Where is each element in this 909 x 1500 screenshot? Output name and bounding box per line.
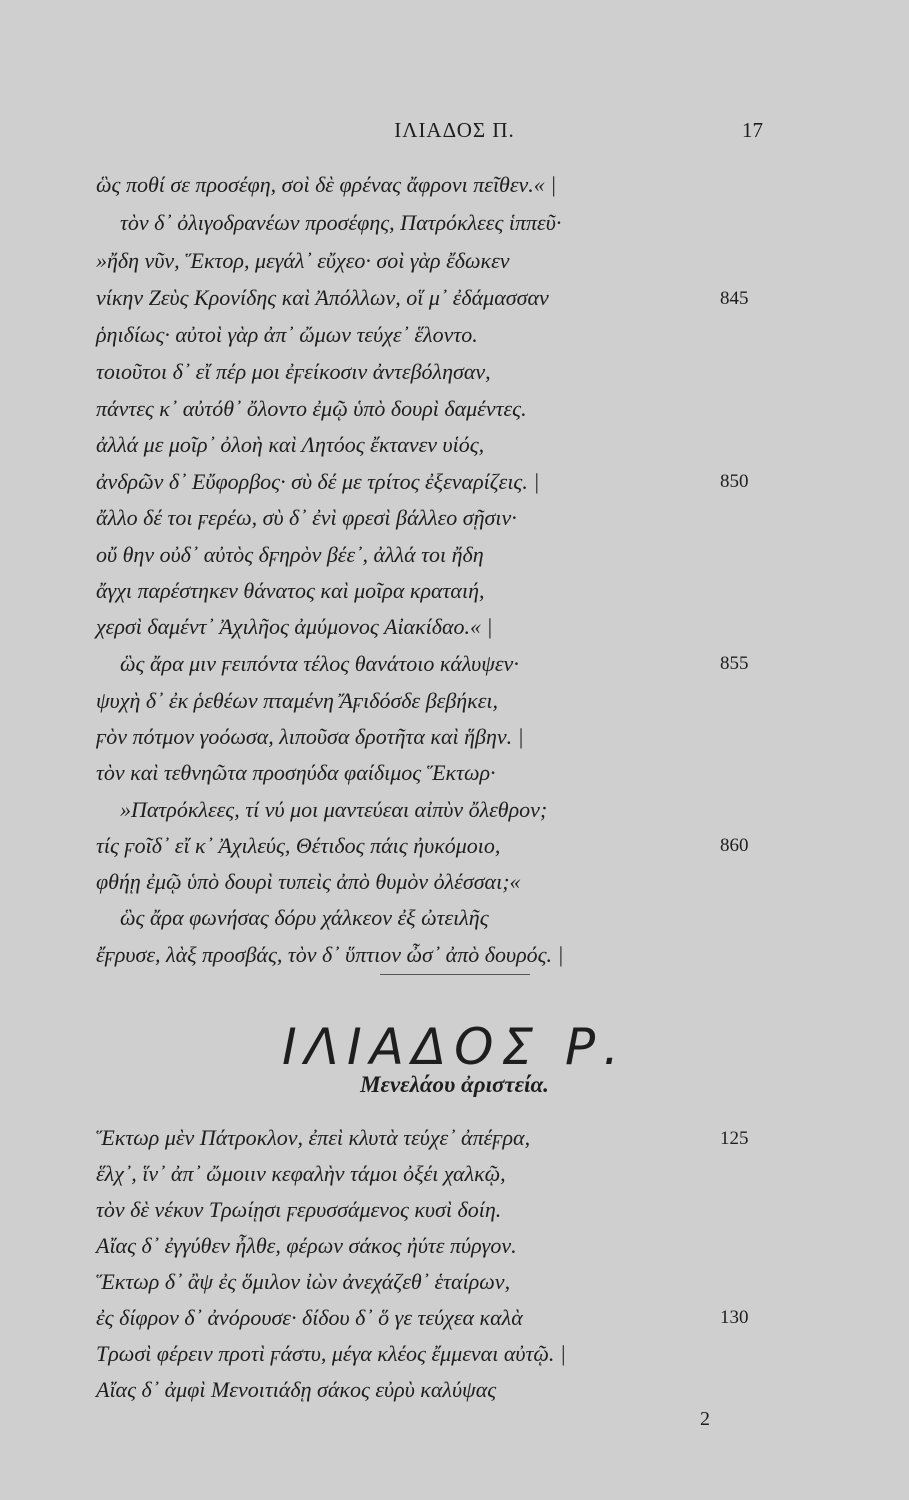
book-subtitle: Μενελάου ἀριστεία.: [360, 1072, 549, 1097]
verse-line: ἄγχι παρέστηκεν θάνατος καὶ μοῖρα κραταιή,: [96, 578, 485, 603]
verse-line: ἀνδρῶν δ᾽ Εὔφορβος· σὺ δέ με τρίτος ἐξεναρίζεις. |: [96, 469, 540, 494]
verse-line: ὣς ἄρα μιν ϝειπόντα τέλος θανάτοιο κάλυψεν·: [120, 651, 519, 676]
verse-line: τίς ϝοῖδ᾽ εἴ κ᾽ Ἀχιλεύς, Θέτιδος πάις ἠυκόμοιο,: [96, 833, 501, 858]
verse-line: φθήῃ ἐμῷ ὑπὸ δουρὶ τυπεὶς ἀπὸ θυμὸν ὀλέσσαι;«: [96, 869, 521, 894]
verse-line: οὔ θην οὐδ᾽ αὐτὸς δϝηρὸν βέε᾽, ἀλλά τοι ἤδη: [96, 542, 484, 567]
verse-line: Αἴας δ᾽ ἀμφὶ Μενοιτιάδῃ σάκος εὐρὺ καλύψας: [96, 1377, 497, 1402]
line-number: 130: [720, 1307, 749, 1328]
verse-line: τὸν δὲ νέκυν Τρωίῃσι ϝερυσσάμενος κυσὶ δοίη.: [96, 1197, 502, 1222]
verse-line: Τρωσὶ φέρειν προτὶ ϝάστυ, μέγα κλέος ἔμμεναι αὐτῷ. |: [96, 1341, 566, 1366]
running-title: ΙΛΙΑΔΟΣ Π.: [394, 118, 515, 142]
verse-line: ἔϝρυσε, λὰξ προσβάς, τὸν δ᾽ ὕπτιον ὦσ᾽ ἀπὸ δουρός. |: [96, 942, 564, 967]
verse-line: πάντες κ᾽ αὐτόθ᾽ ὄλοντο ἐμῷ ὑπὸ δουρὶ δαμέντες.: [96, 396, 527, 421]
line-number: 850: [720, 471, 749, 492]
verse-line: ὣς ποθί σε προσέφη, σοὶ δὲ φρένας ἄφρονι πεῖθεν.« |: [96, 172, 557, 197]
verse-line: »ἤδη νῦν, Ἕκτορ, μεγάλ᾽ εὔχεο· σοὶ γὰρ ἔδωκεν: [96, 248, 510, 273]
verse-line: τὸν δ᾽ ὀλιγοδρανέων προσέφης, Πατρόκλεες ἱππεῦ·: [120, 210, 562, 235]
verse-line: ἄλλο δέ τοι ϝερέω, σὺ δ᾽ ἐνὶ φρεσὶ βάλλεο σῇσιν·: [96, 505, 517, 530]
verse-line: ψυχὴ δ᾽ ἐκ ῥεθέων πταμένη Ἄϝιδόσδε βεβήκει,: [96, 688, 499, 713]
verse-line: Ἕκτωρ δ᾽ ἂψ ἐς ὅμιλον ἰὼν ἀνεχάζεθ᾽ ἑταίρων,: [96, 1269, 511, 1294]
verse-line: τὸν καὶ τεθνηῶτα προσηύδα φαίδιμος Ἕκτωρ·: [96, 760, 496, 785]
signature-mark: 2: [700, 1408, 710, 1430]
verse-line: τοιοῦτοι δ᾽ εἴ πέρ μοι ἐϝείκοσιν ἀντεβόλησαν,: [96, 359, 491, 384]
verse-line: χερσὶ δαμέντ᾽ Ἀχιλῆος ἀμύμονος Αἰακίδαο.« |: [96, 614, 493, 639]
book-title: ΙΛΙΑΔΟΣ Ρ.: [282, 1018, 627, 1076]
verse-line: ἐς δίφρον δ᾽ ἀνόρουσε· δίδου δ᾽ ὅ γε τεύχεα καλὰ: [96, 1305, 523, 1330]
verse-line: Ἕκτωρ μὲν Πάτροκλον, ἐπεὶ κλυτὰ τεύχε᾽ ἀπέϝρα,: [96, 1125, 531, 1150]
verse-line: Αἴας δ᾽ ἐγγύθεν ἦλθε, φέρων σάκος ἠύτε πύργον.: [96, 1233, 517, 1258]
line-number: 845: [720, 288, 749, 309]
verse-line: νίκην Ζεὺς Κρονίδης καὶ Ἀπόλλων, οἵ μ᾽ ἐδάμασσαν: [96, 285, 549, 310]
verse-line: ὣς ἄρα φωνήσας δόρυ χάλκεον ἐξ ὠτειλῆς: [120, 905, 489, 930]
page-number: 17: [742, 118, 763, 142]
line-number: 860: [720, 835, 749, 856]
verse-line: »Πατρόκλεες, τί νύ μοι μαντεύεαι αἰπὺν ὄλεθρον;: [120, 797, 548, 822]
line-number: 125: [720, 1128, 749, 1149]
section-divider: [380, 974, 530, 975]
line-number: 855: [720, 653, 749, 674]
verse-line: ῥηιδίως· αὐτοὶ γὰρ ἀπ᾽ ὤμων τεύχε᾽ ἕλοντο.: [96, 322, 478, 347]
verse-line: ἀλλά με μοῖρ᾽ ὀλοὴ καὶ Λητόος ἔκτανεν υἱός,: [96, 432, 485, 457]
verse-line: ἕλχ᾽, ἵν᾽ ἀπ᾽ ὤμοιιν κεφαλὴν τάμοι ὀξέι χαλκῷ,: [96, 1161, 506, 1186]
verse-line: ϝὸν πότμον γοόωσα, λιποῦσα δροτῆτα καὶ ἥβην. |: [96, 724, 524, 749]
